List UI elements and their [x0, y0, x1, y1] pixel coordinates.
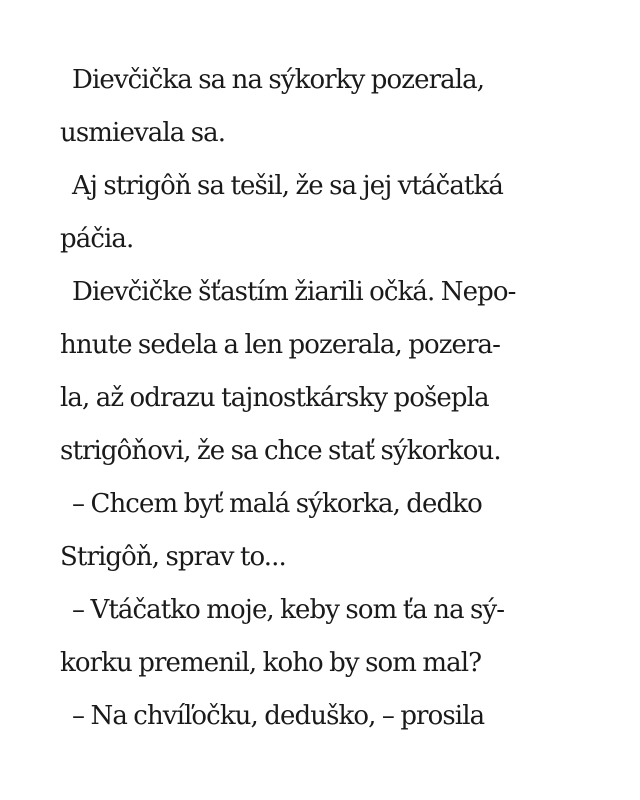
text-line: – Na chvíľočku, deduško, – prosila	[72, 701, 485, 731]
text-line: – Chcem byť malá sýkorka, dedko	[72, 489, 482, 519]
text-line: la, až odrazu tajnostkársky pošepla	[60, 383, 489, 413]
text-body	[60, 54, 580, 743]
text-line: Aj strigôň sa tešil, že sa jej vtáčatká	[72, 171, 503, 201]
text-line: páčia.	[60, 224, 134, 254]
text-line: Dievčičke šťastím žiarili očká. Nepo-	[72, 277, 516, 307]
text-line: usmievala sa.	[60, 118, 226, 148]
text-line: korku premenil, koho by som mal?	[60, 648, 482, 678]
text-line: – Vtáčatko moje, keby som ťa na sý-	[72, 595, 505, 625]
text-line: hnute sedela a len pozerala, pozera-	[60, 330, 501, 360]
text-line: Strigôň, sprav to...	[60, 542, 286, 572]
text-line: strigôňovi, že sa chce stať sýkorkou.	[60, 436, 501, 466]
text-line: Dievčička sa na sýkorky pozerala,	[72, 65, 485, 95]
